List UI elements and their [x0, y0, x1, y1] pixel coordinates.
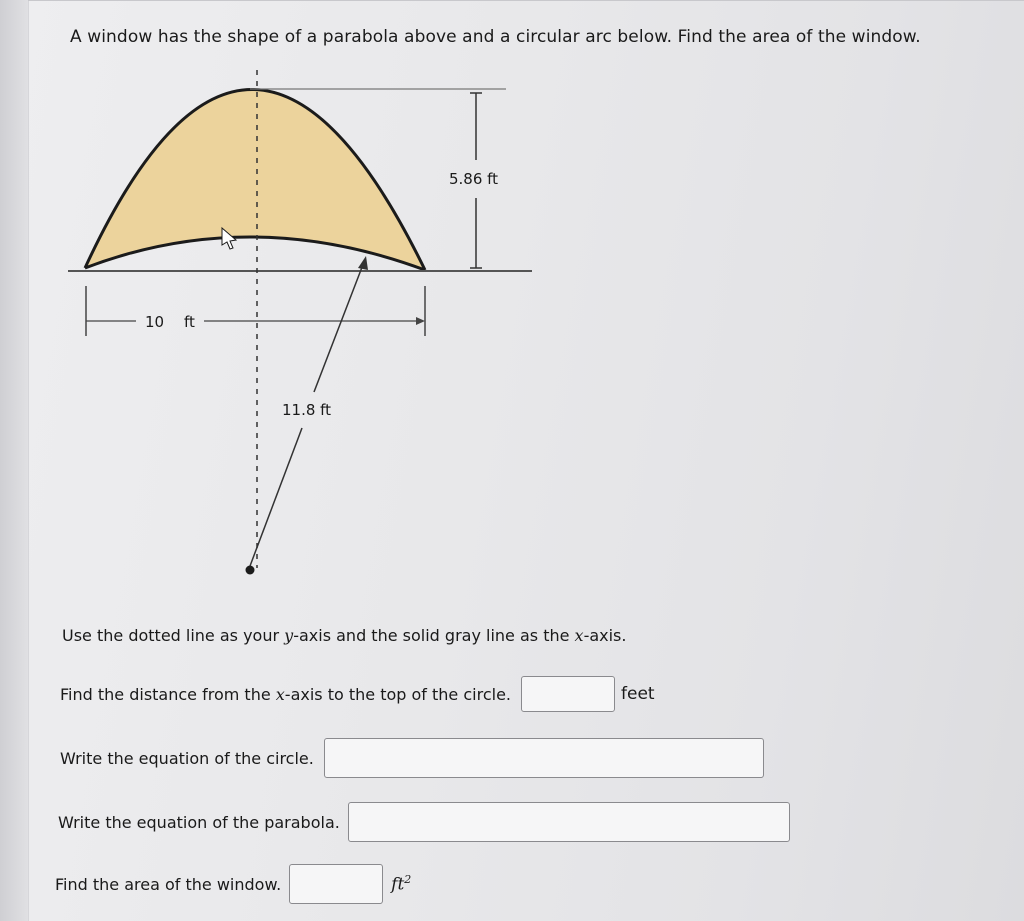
width-value-label: 10 — [145, 313, 165, 331]
area-label: Find the area of the window. — [55, 874, 282, 894]
width-arrow-right — [416, 317, 425, 325]
radius-label: 11.8 ft — [282, 401, 332, 419]
question-distance-label: Find the distance from the x-axis to the top of the circle. — [60, 684, 511, 704]
question-distance-row — [60, 676, 655, 712]
area-unit-label: $ft^2$ — [391, 873, 412, 895]
distance-answer-input[interactable] — [521, 676, 615, 712]
radius-line-lower — [250, 428, 302, 566]
question-circle-row — [60, 738, 764, 778]
radius-line-upper — [314, 262, 364, 392]
circle-center-point — [246, 566, 255, 575]
parabola-equation-input[interactable] — [348, 802, 790, 842]
circle-equation-label: Write the equation of the circle. — [60, 748, 314, 768]
width-unit-label: ft — [184, 313, 195, 331]
distance-unit-label: feet — [621, 684, 655, 704]
axis-instruction: Use the dotted line as your y-axis and the solid gray line as the x-axis. — [62, 626, 627, 645]
question-area-row — [55, 864, 411, 904]
radius-arrow-head — [358, 256, 368, 270]
question-text: A window has the shape of a parabola above and a circular arc below. Find the area of the window. — [70, 27, 921, 47]
question-parabola-row — [58, 802, 790, 842]
parabola-equation-label: Write the equation of the parabola. — [58, 812, 340, 832]
area-answer-input[interactable] — [289, 864, 383, 904]
height-label: 5.86 ft — [449, 170, 499, 188]
circle-equation-input[interactable] — [324, 738, 764, 778]
